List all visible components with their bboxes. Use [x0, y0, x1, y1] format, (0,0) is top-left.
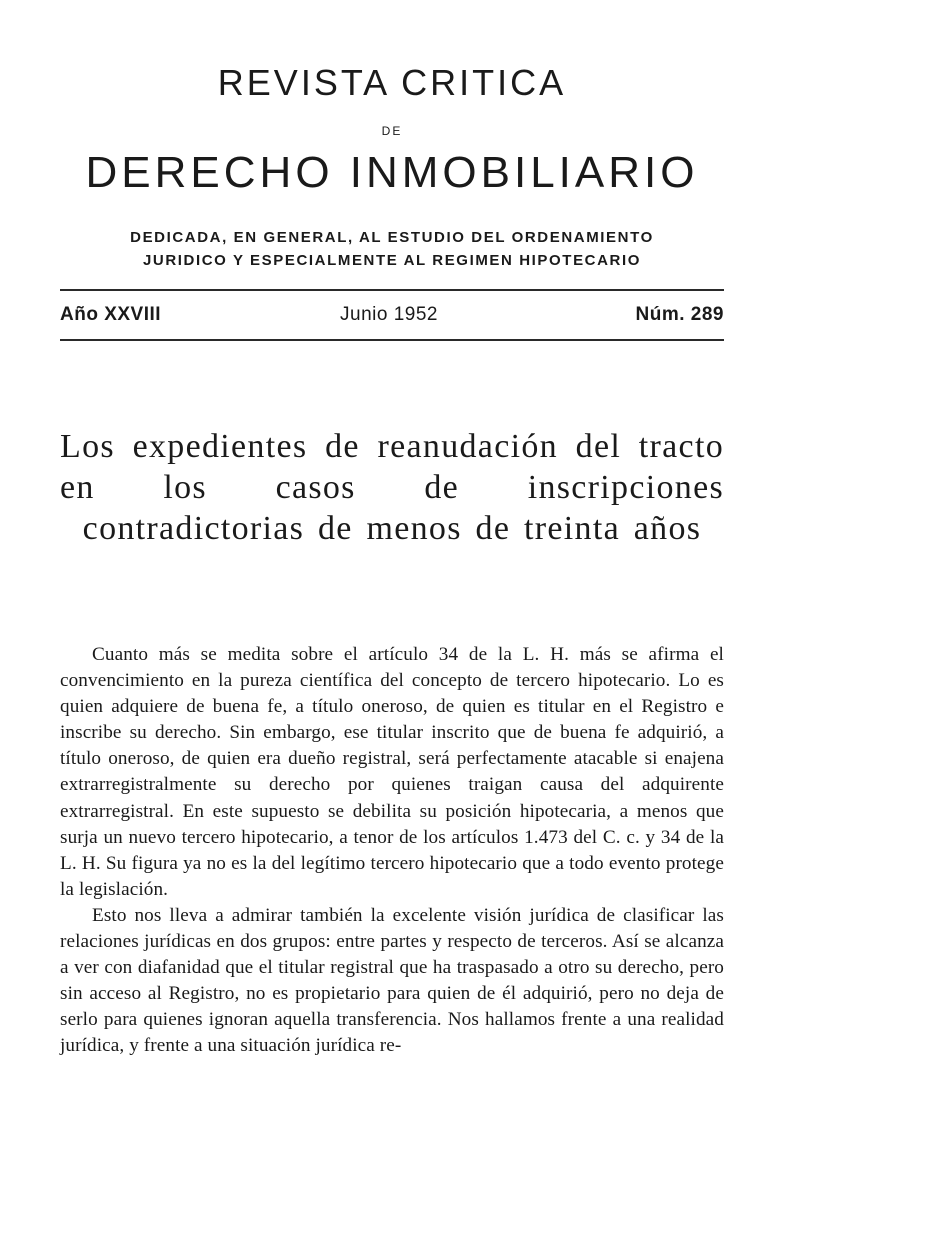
journal-subtitle: [60, 226, 724, 272]
issue-rule-bottom: [60, 339, 724, 341]
issue-rule-top: [60, 289, 724, 291]
journal-subtitle-line-1: DEDICADA, EN GENERAL, AL ESTUDIO DEL ORDENAMIENTO: [130, 229, 654, 246]
article-body: [60, 642, 724, 1060]
issue-date: Junio 1952: [340, 304, 438, 325]
article-paragraph-1: Cuanto más se medita sobre el artículo 34 de la L. H. más se afirma el convencimiento en la pureza científica del concepto de tercero hipotecario. Lo es quien adquiere de buena fe, a título oneroso, de quien es titular en el Registro e inscribe su derecho. Sin embargo, ese titular inscrito que de buena fe adquirió, a título oneroso, de quien era dueño registral, será perfectamente atacable si enajena extrarregistralmente su derecho por quienes traigan causa del adquirente extrarregistral. En este supuesto se debilita su posición hipotecaria, a menos que surja un nuevo tercero hipotecario, a tenor de los artículos 1.473 del C. c. y 34 de la L. H. Su figura ya no es la del legítimo tercero hipotecario que a todo evento protege la legislación.: [60, 644, 724, 900]
journal-subtitle-line-2: JURIDICO Y ESPECIALMENTE AL REGIMEN HIPOTECARIO: [142, 252, 642, 269]
article-title: Los expedientes de reanudación del tracto en los casos de inscripciones contradictorias de menos de treinta años: [60, 428, 724, 547]
issue-number: Núm. 289: [635, 304, 724, 325]
journal-title-connector: DE: [381, 124, 403, 138]
issue-year: Año XXVIII: [60, 304, 162, 325]
journal-title-line-2: DERECHO INMOBILIARIO: [85, 148, 699, 197]
article-paragraph-2: Esto nos lleva a admirar también la excelente visión jurídica de clasificar las relaciones jurídicas en dos grupos: entre partes y respecto de terceros. Así se alcanza a ver con diafanidad que el titular registral que ha traspasado a otro su derecho, pero sin acceso al Registro, no es propietario para quien de él adquirió, pero no deja de serlo para quienes ignoran aquella transferencia. Nos hallamos frente a una realidad jurídica, y frente a una situación jurídica re-: [60, 904, 724, 1057]
journal-title-line-1: REVISTA CRITICA: [217, 62, 567, 103]
issue-info-bar: [60, 304, 724, 332]
